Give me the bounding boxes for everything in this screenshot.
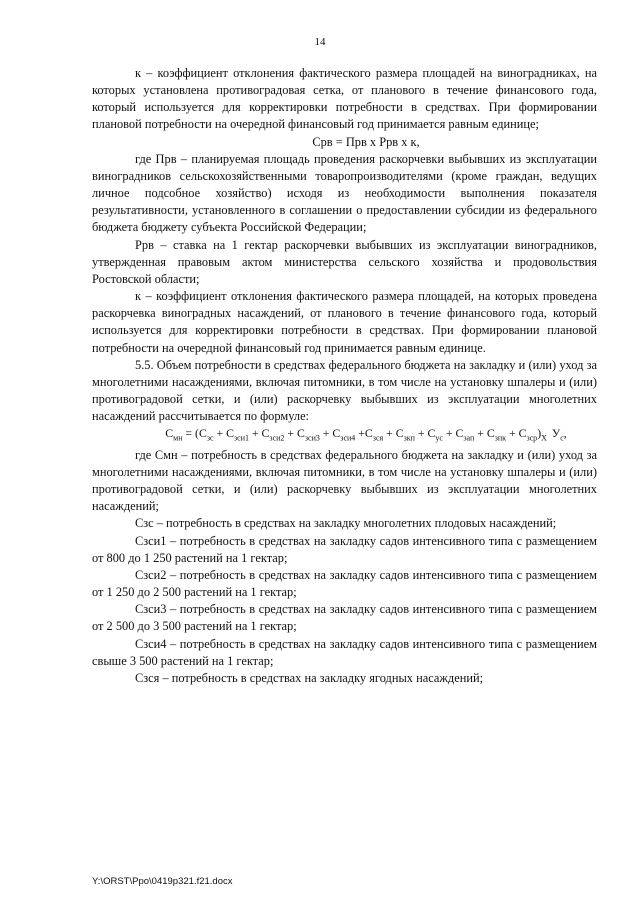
formula-term: С — [518, 426, 527, 441]
formula-term-subscript: зси3 — [304, 433, 320, 443]
formula-term: С — [226, 426, 234, 441]
formula-operator: + — [248, 426, 262, 441]
formula-term-subscript: зси1 — [233, 433, 249, 443]
formula-operator: + — [414, 426, 428, 441]
paragraph: где Смн – потребность в средствах федерального бюджета на закладку и (или) уход за многолетними насаждениями, включая питомники, в том числе на установку шпалеры и (или) противоградовой сетки, и (или) раскорчевку выбывших из эксплуатации многолетних насаждений; — [92, 447, 597, 514]
formula-operator: + — [284, 426, 297, 441]
paragraph: где Прв – планируемая площадь проведения раскорчевки выбывших из эксплуатации виноградников сельскохозяйственными товаропроизводителями (кроме граждан, ведущих личное подсобное хозяйство) исходя из необходимости выполнения показателя результативности, установленного в соглашении о предоставлении субсидии из федерального бюджета бюджету субъекта Российской Федерации; — [92, 151, 597, 235]
formula-term: С — [427, 426, 436, 441]
formula-term: С — [486, 426, 495, 441]
formula-operator: + — [474, 426, 487, 441]
paragraph: Сзси3 – потребность в средствах на закладку садов интенсивного типа с размещением от 2 500 до 3 500 растений на 1 гектар; — [92, 602, 597, 634]
formula-term: С — [395, 426, 404, 441]
formula-raskorchevka: Срв = Прв х Ррв х к, — [312, 134, 420, 149]
formula-term-subscript: зси2 — [269, 433, 285, 443]
formula-term-subscript: ус — [435, 433, 443, 443]
paragraph: Сзси4 – потребность в средствах на закладку садов интенсивного типа с размещением свыше 3 500 растений на 1 гектар; — [92, 636, 597, 668]
formula-term-subscript: зап — [463, 433, 475, 443]
document-body — [92, 65, 597, 687]
paragraph: Сзся – потребность в средствах на закладку ягодных насаждений; — [135, 670, 484, 685]
formula-term: С — [198, 426, 207, 441]
formula-term: С — [296, 426, 305, 441]
formula-term: С — [261, 426, 270, 441]
paragraph: Сзс – потребность в средствах на закладку многолетних плодовых насаждений; — [135, 516, 557, 531]
formula-term: С — [455, 426, 464, 441]
formula-operator: + — [213, 426, 227, 441]
footer-file-path: Y:\ORST\Ppo\0419p321.f21.docx — [92, 876, 233, 887]
paragraph: Сзси2 – потребность в средствах на закладку садов интенсивного типа с размещением от 1 250 до 2 500 растений на 1 гектар; — [92, 567, 597, 600]
formula-operator: + — [442, 426, 456, 441]
formula-operator: + — [355, 426, 365, 441]
formula-term-subscript: зкп — [403, 433, 415, 443]
paragraph: к – коэффициент отклонения фактического размера площадей, на которых проведена раскорчевка виноградных насаждений, от планового в течение финансового года, который используется для корректировки потребности в средствах. При формировании плановой потребности на очередной финансовый год принимается равным единице. — [92, 289, 597, 355]
formula-operator: + — [383, 426, 396, 441]
formula-operator: ) — [537, 426, 542, 441]
paragraph: Ррв – ставка на 1 гектар раскорчевки выбывших из эксплуатации виноградников, утвержденная правовым актом министерства сельского хозяйства и продовольствия Ростовской области; — [92, 237, 597, 286]
formula-term: С — [332, 426, 341, 441]
page-number: 14 — [314, 36, 326, 48]
formula-term-subscript: зси4 — [340, 433, 356, 443]
formula-term-subscript: зся — [372, 433, 384, 443]
formula-term: С — [364, 426, 373, 441]
formula-operator: + — [506, 426, 519, 441]
formula-operator: + — [319, 426, 333, 441]
formula-mnogoletnie: $С_{мн} = (С_{зс} + С_{зси1} + С_{зси2} + С_{зси3} + С_{зси4} +С_{зся} + С_{зкп} + С_{ус} + С_{зап} + С_{зпк} + С_{зср})_Х$ $У_с$, — [165, 426, 567, 443]
formula-term-subscript: зс — [206, 433, 214, 443]
paragraph: к – коэффициент отклонения фактического размера площадей на виноградниках, на которых установлена противоградовая сетка, от планового в течение финансового года, который используется для корректировки потребности в средствах. При формировании плановой потребности на очередной финансовый год принимается равным единице; — [92, 66, 597, 132]
paragraph: Сзси1 – потребность в средствах на закладку садов интенсивного типа с размещением от 800 до 1 250 растений на 1 гектар; — [92, 533, 597, 565]
formula-term-subscript: зср — [526, 433, 538, 443]
formula-term-subscript: зпк — [494, 433, 507, 443]
paragraph: 5.5. Объем потребности в средствах федерального бюджета на закладку и (или) уход за многолетними насаждениями, включая питомники, в том числе на установку шпалеры и (или) противоградовой сетки, и (или) раскорчевку выбывших из эксплуатации многолетних насаждений рассчитывается по формуле: — [92, 357, 597, 424]
